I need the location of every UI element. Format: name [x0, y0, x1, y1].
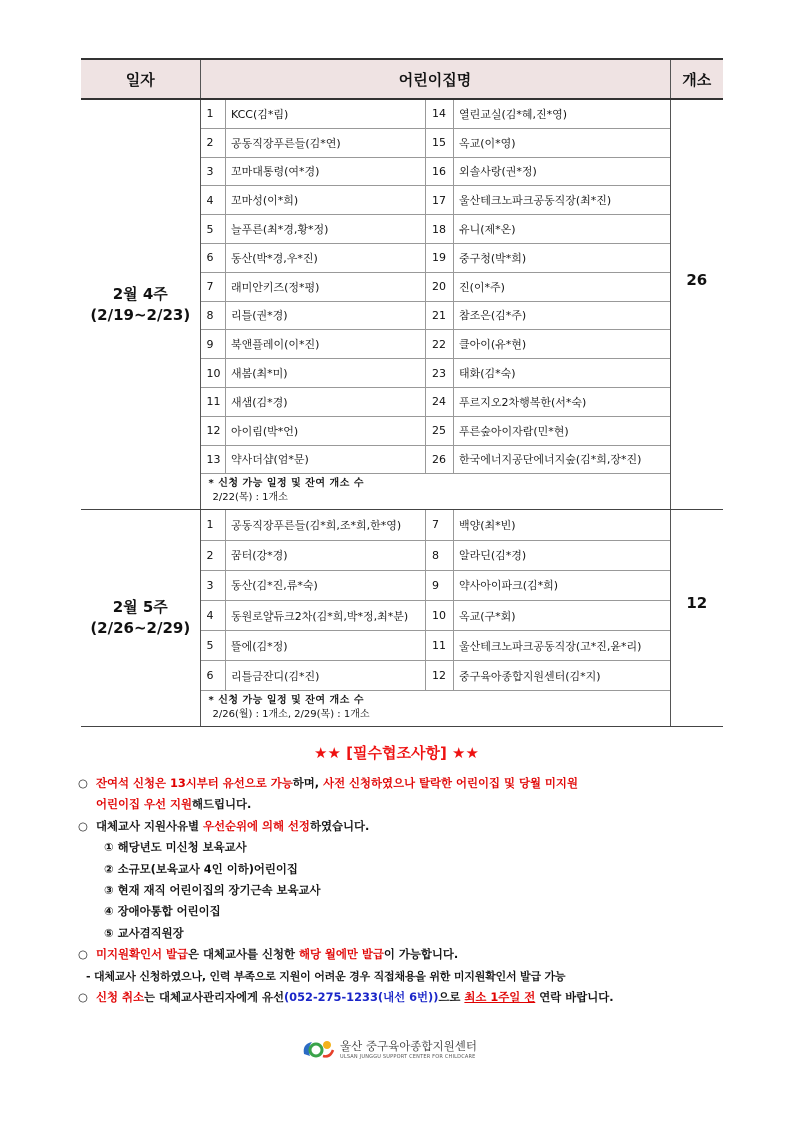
daycare-name: 꼬마대통령(여*경) — [226, 157, 426, 186]
list-item — [201, 387, 670, 416]
center-logo-icon — [300, 1036, 336, 1062]
daycare-name: 백양(최*빈) — [454, 510, 670, 540]
notice-l3-c: 하였습니다. — [309, 818, 370, 833]
week1-label: 2월 4주 — [112, 284, 168, 303]
item-number: 17 — [426, 186, 454, 215]
daycare-name: 아이림(박*언) — [226, 416, 426, 445]
notice-l6-b: 는 대체교사관리자에게 유선 — [143, 990, 284, 1005]
item-number: 25 — [426, 416, 454, 445]
notice-list — [78, 773, 738, 1008]
phone-number: (052-275-1233(내선 6번)) — [283, 990, 439, 1005]
list-item — [201, 661, 670, 691]
item-number: 7 — [201, 272, 226, 301]
header-date: 일자 — [81, 59, 200, 99]
daycare-name: 알라딘(김*경) — [454, 540, 670, 570]
daycare-name: 리틀(권*경) — [226, 301, 426, 330]
list-item — [201, 570, 670, 600]
item-number: 6 — [201, 661, 226, 691]
notice-l4-a: 미지원확인서 발급 — [96, 947, 188, 962]
daycare-name: 참조은(김*주) — [454, 301, 670, 330]
daycare-name: 옥교(구*회) — [454, 600, 670, 630]
circle-bullet-icon: ○ — [78, 947, 88, 962]
daycare-name: 새샘(김*경) — [226, 387, 426, 416]
item-number: 3 — [201, 157, 226, 186]
notice-l6-e: 최소 1주일 전 — [464, 990, 536, 1005]
list-item — [201, 445, 670, 474]
week1-row — [81, 99, 723, 510]
daycare-name: 유니(제*온) — [454, 215, 670, 244]
notice-l3-b: 우선순위에 의해 선정 — [202, 818, 310, 833]
daycare-name: 늘푸른(최*경,황*정) — [226, 215, 426, 244]
notice-l4-c: 해당 월에만 발급 — [298, 947, 384, 962]
week1-note — [201, 474, 670, 509]
daycare-name: 꿈터(강*경) — [226, 540, 426, 570]
daycare-name: 태화(김*숙) — [454, 359, 670, 388]
week2-note-detail: 2/26(월) : 1개소, 2/29(목) : 1개소 — [212, 709, 370, 721]
item-number: 10 — [201, 359, 226, 388]
item-number: 4 — [201, 600, 226, 630]
item-number: 9 — [201, 330, 226, 359]
notice-l3-a: 대체교사 지원사유별 — [96, 818, 203, 833]
list-item — [201, 631, 670, 661]
notice-l6-a: 신청 취소 — [96, 990, 144, 1005]
list-item — [201, 510, 670, 540]
priority-item-3: ③ 현재 재직 어린이집의 장기근속 보육교사 — [104, 883, 321, 898]
priority-item-1: ① 해당년도 미신청 보육교사 — [104, 840, 247, 855]
daycare-name: 옥교(이*영) — [454, 128, 670, 157]
list-item — [201, 157, 670, 186]
notice-title: ★★ [필수협조사항] ★★ — [314, 744, 479, 762]
daycare-name: 동산(김*진,류*숙) — [226, 570, 426, 600]
item-number: 6 — [201, 243, 226, 272]
center-name: 울산 중구육아종합지원센터 — [340, 1039, 477, 1053]
daycare-name: 푸른숲아이자람(민*현) — [454, 416, 670, 445]
week1-range: (2/19~2/23) — [90, 305, 191, 324]
item-number: 5 — [201, 631, 226, 661]
daycare-name: KCC(김*림) — [226, 100, 426, 128]
week2-row — [81, 510, 723, 727]
item-number: 15 — [426, 128, 454, 157]
list-item — [201, 100, 670, 128]
daycare-name: 열린교실(김*혜,진*영) — [454, 100, 670, 128]
item-number: 2 — [201, 128, 226, 157]
item-number: 19 — [426, 243, 454, 272]
daycare-name: 한국에너지공단에너지숲(김*희,장*진) — [454, 445, 670, 474]
notice-l6-f: 연락 바랍니다. — [535, 990, 614, 1005]
header-name: 어린이집명 — [200, 59, 670, 99]
circle-bullet-icon: ○ — [78, 776, 88, 790]
item-number: 18 — [426, 215, 454, 244]
week1-note-title: * 신청 가능 일정 및 잔여 개소 수 — [208, 478, 365, 490]
item-number: 5 — [201, 215, 226, 244]
daycare-name: 공동직장푸른들(김*연) — [226, 128, 426, 157]
week1-names-grid — [201, 100, 670, 474]
daycare-name: 래미안키즈(정*평) — [226, 272, 426, 301]
notice-line-5: - 대체교사 신청하였으나, 인력 부족으로 지원이 어려운 경우 직접채용을 위한 미지원확인서 발급 가능 — [86, 969, 566, 983]
week2-note — [201, 691, 670, 726]
list-item — [201, 215, 670, 244]
notice-l1-c: 사전 신청하였으나 탈락한 어린이집 및 당월 미지원 — [323, 776, 578, 790]
item-number: 11 — [426, 631, 454, 661]
week2-range: (2/26~2/29) — [90, 619, 191, 638]
list-item — [201, 540, 670, 570]
week2-names-cell — [200, 510, 670, 727]
week1-names-cell — [200, 99, 670, 510]
notice-l6-d: 으로 — [438, 990, 465, 1005]
daycare-name: 진(이*주) — [454, 272, 670, 301]
daycare-name: 새봄(최*미) — [226, 359, 426, 388]
daycare-name: 꼬마성(이*희) — [226, 186, 426, 215]
circle-bullet-icon: ○ — [78, 990, 88, 1005]
week2-date-cell — [81, 510, 200, 727]
center-logo — [300, 1036, 520, 1066]
item-number: 3 — [201, 570, 226, 600]
notice-line-1 — [78, 773, 738, 794]
notice-l2-b: 해드립니다. — [191, 797, 252, 812]
item-number: 21 — [426, 301, 454, 330]
daycare-name: 동산(박*경,우*진) — [226, 243, 426, 272]
priority-item-4: ④ 장애아통합 어린이집 — [104, 904, 221, 919]
list-item — [201, 416, 670, 445]
daycare-name: 북앤플레이(이*진) — [226, 330, 426, 359]
list-item — [201, 359, 670, 388]
daycare-name: 약사더샵(엄*문) — [226, 445, 426, 474]
daycare-name: 외솔사랑(권*정) — [454, 157, 670, 186]
item-number: 20 — [426, 272, 454, 301]
list-item — [201, 301, 670, 330]
notice-l4-b: 은 대체교사를 신청한 — [188, 947, 299, 962]
daycare-name: 뜰에(김*정) — [226, 631, 426, 661]
priority-item-5: ⑤ 교사겸직원장 — [104, 925, 184, 940]
schedule-table — [81, 58, 723, 727]
notice-line-6 — [78, 987, 738, 1008]
daycare-name: 중구청(박*희) — [454, 243, 670, 272]
daycare-name: 클아이(유*현) — [454, 330, 670, 359]
item-number: 22 — [426, 330, 454, 359]
priority-item-2: ② 소규모(보육교사 4인 이하)어린이집 — [104, 861, 298, 876]
list-item — [201, 128, 670, 157]
item-number: 10 — [426, 600, 454, 630]
list-item — [201, 600, 670, 630]
list-item — [201, 330, 670, 359]
item-number: 4 — [201, 186, 226, 215]
item-number: 26 — [426, 445, 454, 474]
item-number: 23 — [426, 359, 454, 388]
notice-l4-d: 이 가능합니다. — [383, 947, 459, 962]
week2-names-grid — [201, 510, 670, 691]
item-number: 16 — [426, 157, 454, 186]
notice-line-4 — [78, 944, 738, 965]
notice-line-3 — [78, 816, 738, 837]
header-count: 개소 — [670, 59, 723, 99]
week1-note-detail: 2/22(목) : 1개소 — [212, 492, 288, 504]
item-number: 11 — [201, 387, 226, 416]
table-header-row — [81, 59, 723, 99]
list-item — [201, 186, 670, 215]
center-name-english: ULSAN JUNGGU SUPPORT CENTER FOR CHILDCARE — [340, 1054, 476, 1060]
item-number: 12 — [426, 661, 454, 691]
item-number: 14 — [426, 100, 454, 128]
item-number: 1 — [201, 100, 226, 128]
item-number: 2 — [201, 540, 226, 570]
week1-count: 26 — [670, 99, 723, 510]
circle-bullet-icon: ○ — [78, 818, 88, 833]
daycare-name: 중구육아종합지원센터(김*지) — [454, 661, 670, 691]
daycare-name: 울산테크노파크공동직장(최*진) — [454, 186, 670, 215]
list-item — [201, 243, 670, 272]
daycare-name: 약사아이파크(김*희) — [454, 570, 670, 600]
item-number: 13 — [201, 445, 226, 474]
daycare-name: 공동직장푸른들(김*희,조*희,한*영) — [226, 510, 426, 540]
list-item — [201, 272, 670, 301]
item-number: 1 — [201, 510, 226, 540]
notice-line-2 — [78, 794, 738, 815]
daycare-name: 푸르지오2차행복한(서*숙) — [454, 387, 670, 416]
week2-note-title: * 신청 가능 일정 및 잔여 개소 수 — [208, 695, 365, 707]
item-number: 8 — [426, 540, 454, 570]
notice-l1-a: 잔여석 신청은 13시부터 유선으로 가능 — [96, 776, 293, 790]
notice-l2-a: 어린이집 우선 지원 — [96, 797, 192, 812]
item-number: 9 — [426, 570, 454, 600]
item-number: 8 — [201, 301, 226, 330]
item-number: 24 — [426, 387, 454, 416]
week2-count: 12 — [670, 510, 723, 727]
week1-date-cell — [81, 99, 200, 510]
item-number: 7 — [426, 510, 454, 540]
week2-label: 2월 5주 — [112, 598, 168, 617]
daycare-name: 동원로얄듀크2차(김*희,박*정,최*분) — [226, 600, 426, 630]
daycare-name: 울산테크노파크공동직장(고*진,윤*리) — [454, 631, 670, 661]
item-number: 12 — [201, 416, 226, 445]
notice-l1-b: 하며, — [292, 776, 324, 790]
daycare-name: 리틀금잔디(김*진) — [226, 661, 426, 691]
